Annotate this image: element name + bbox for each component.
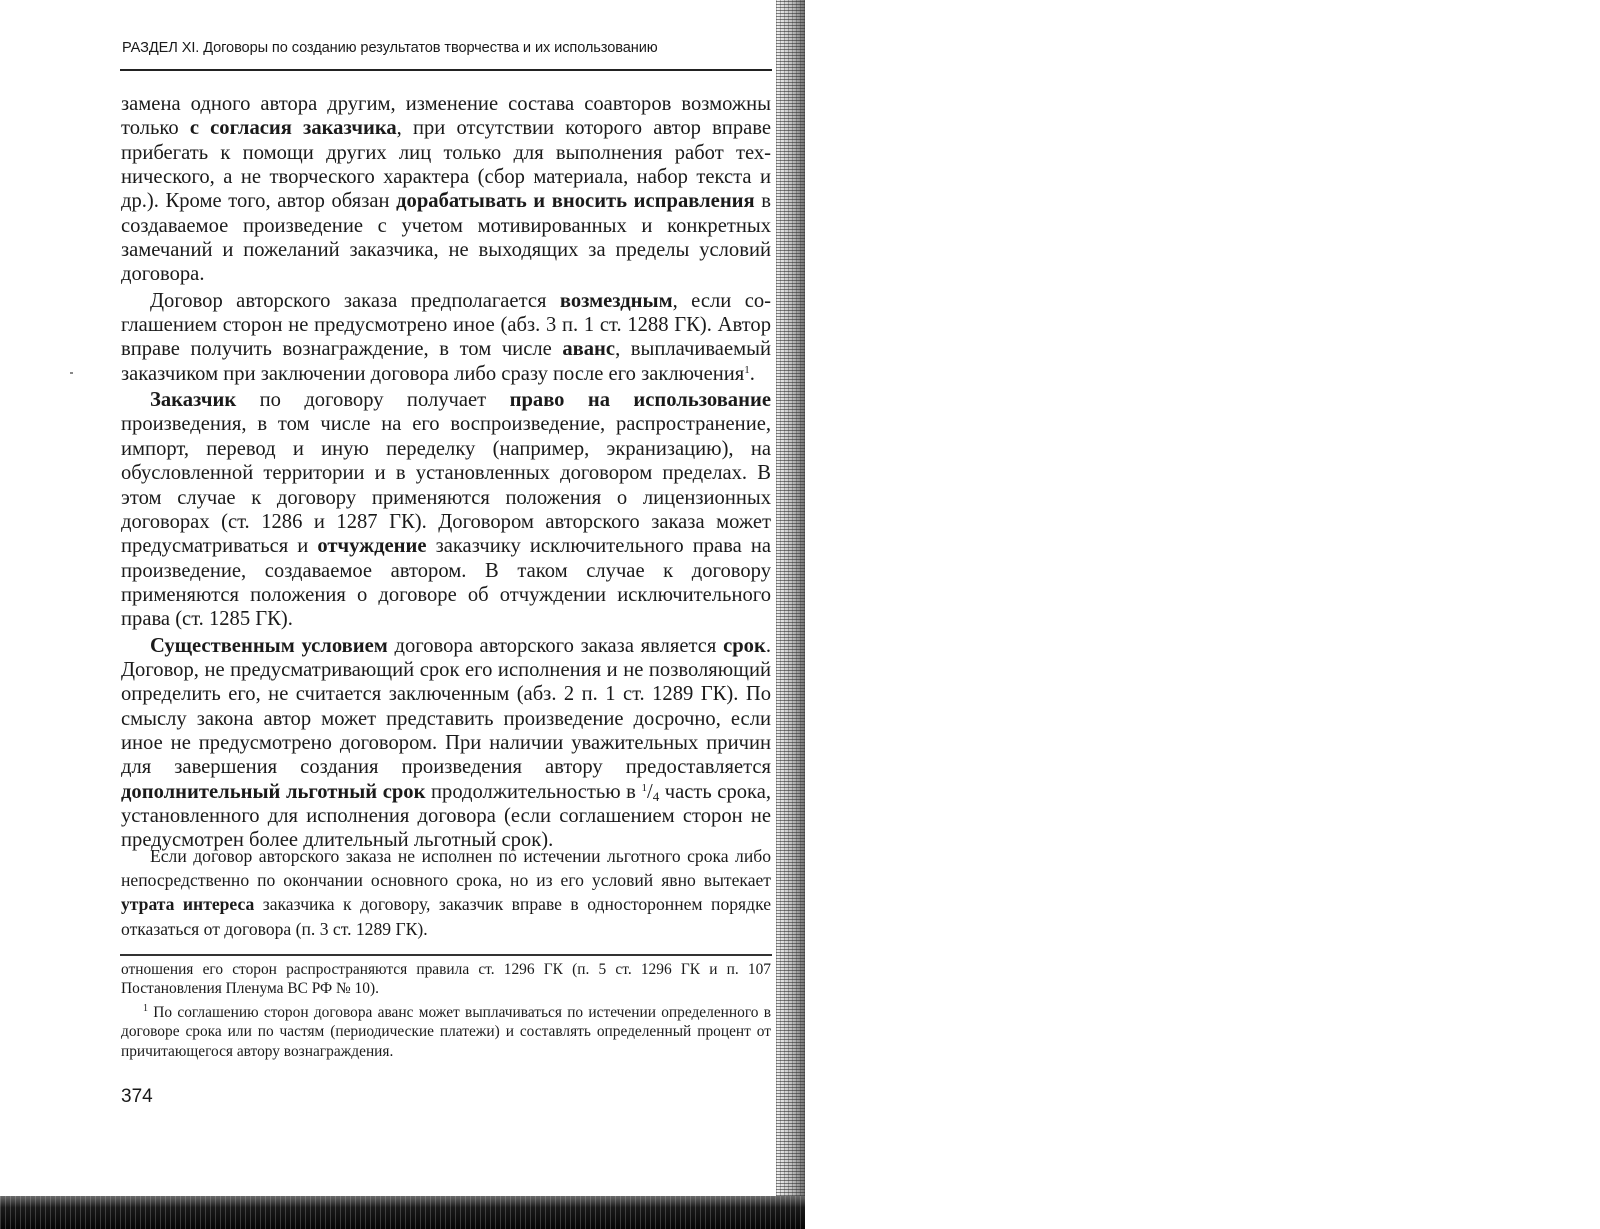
bold-term: аванс [562, 338, 616, 361]
bold-term: Заказчик [150, 389, 237, 412]
text-run: замена одного автора другим, изменение состава соавторов возможны только [121, 93, 771, 140]
text-run: . Договор, не предусматривающий срок его исполнения и не позволяющий определить его, не считается заключенным (абз. 2 п. 1 ст. 1289 ГК). По смыслу закона автор может представить произведение досрочно, если иное не предусмотрено договором. При наличии уважительных причин для завершения создания произведения автору предоставляется [121, 634, 771, 779]
bottom-scan-shadow [0, 1196, 805, 1229]
paragraph-1 [121, 92, 771, 287]
binding-edge [776, 0, 805, 1229]
footnote-ref: 1 [744, 363, 750, 376]
text-run: Если договор авторского заказа не исполнен по истечении льготного срока либо непосредственно по окончании основного срока, но из его условий явно вытекает [121, 846, 771, 891]
text-run: произведения, в том числе на его воспроизведение, распространение, импорт, перевод и иную переделку (например, экранизацию), на обусловленной территории и в установленных договором пределах. В этом случае к договору применяются положения о лицензионных договорах (ст. 1286 и 1287 ГК). Договором авторского заказа может предусматриваться и [121, 413, 771, 558]
fraction-slash: / [646, 780, 653, 803]
paragraph-3 [121, 388, 771, 631]
bold-term: возмездным [559, 289, 673, 312]
text-run: , при отсутствии которого автор вправе прибегать к помощи других лиц только для выполнения работ технического, а не творческого характера (сбор материала, набор текста и др.). Кроме того, автор обязан [121, 117, 772, 213]
page-number: 374 [121, 1086, 153, 1107]
text-run: , если соглашением сторон не предусмотрено иное (абз. 3 п. 1 ст. 1288 ГК). Автор вправе получить вознаграждение, в том числе [121, 289, 772, 361]
paragraph-4 [121, 634, 771, 853]
footnote-1 [121, 1003, 771, 1061]
scan-speck [70, 372, 73, 374]
text-run: , выплачиваемый заказчиком при заключении договора либо сразу после его заключения [121, 338, 771, 385]
footnote-mark: 1 [143, 1002, 148, 1014]
text-run: заказчику исключительного права на произведение, создаваемое автором. В таком случае к договору применяются положения о договоре об отчуждении исключительного права (ст. 1285 ГК). [121, 535, 771, 631]
bold-term: отчуждение [317, 535, 427, 558]
footnotes [121, 960, 771, 1065]
text-run: продолжительностью в [425, 780, 642, 803]
text-run: заказчика к договору, заказчик вправе в одностороннем порядке отказаться от договора (п. 3 ст. 1289 ГК). [121, 894, 772, 939]
bold-term: утрата интереса [121, 894, 255, 915]
fraction-denominator: 4 [652, 788, 660, 804]
text-run: . [749, 362, 755, 385]
main-text [121, 92, 771, 855]
footnote-rule [120, 954, 772, 956]
text-run: Договор авторского заказа предполагается [150, 289, 560, 312]
bold-term: Существенным условием [150, 634, 388, 657]
paragraph-5 [121, 844, 771, 941]
bold-term: с согласия заказчика [189, 117, 397, 140]
text-run: договора авторского заказа является [387, 634, 724, 657]
fraction-numerator: 1 [641, 781, 647, 794]
bold-term: срок [723, 634, 766, 657]
bold-term: дорабатывать и вносить исправления [396, 190, 755, 213]
header-rule [120, 69, 772, 71]
text-run: по договору получает [236, 389, 510, 412]
footnote-continued: отношения его сторон распространяются правила ст. 1296 ГК (п. 5 ст. 1296 ГК и п. 107 Постановления Пленума ВС РФ № 10). [121, 961, 771, 998]
footnote-text: По соглашению сторон договора аванс может выплачиваться по истечении определенного в договоре срока или по частям (периодические платежи) и составлять определенный процент от причитающегося автору вознаграждения. [121, 1003, 771, 1060]
running-header: РАЗДЕЛ XI. Договоры по созданию результатов творчества и их использованию [122, 40, 658, 56]
bold-term: дополнительный льготный срок [121, 780, 426, 803]
text-run: в создаваемое произведение с учетом мотивированных и конкретных замечаний и пожеланий заказчика, не выходящих за пределы условий договора. [121, 190, 772, 286]
bold-term: право на использование [509, 389, 771, 412]
text-run: часть срока, установленного для исполнения договора (если соглашением сторон не предусмотрен более длительный льготный срок). [121, 780, 772, 852]
paragraph-2 [121, 289, 771, 386]
